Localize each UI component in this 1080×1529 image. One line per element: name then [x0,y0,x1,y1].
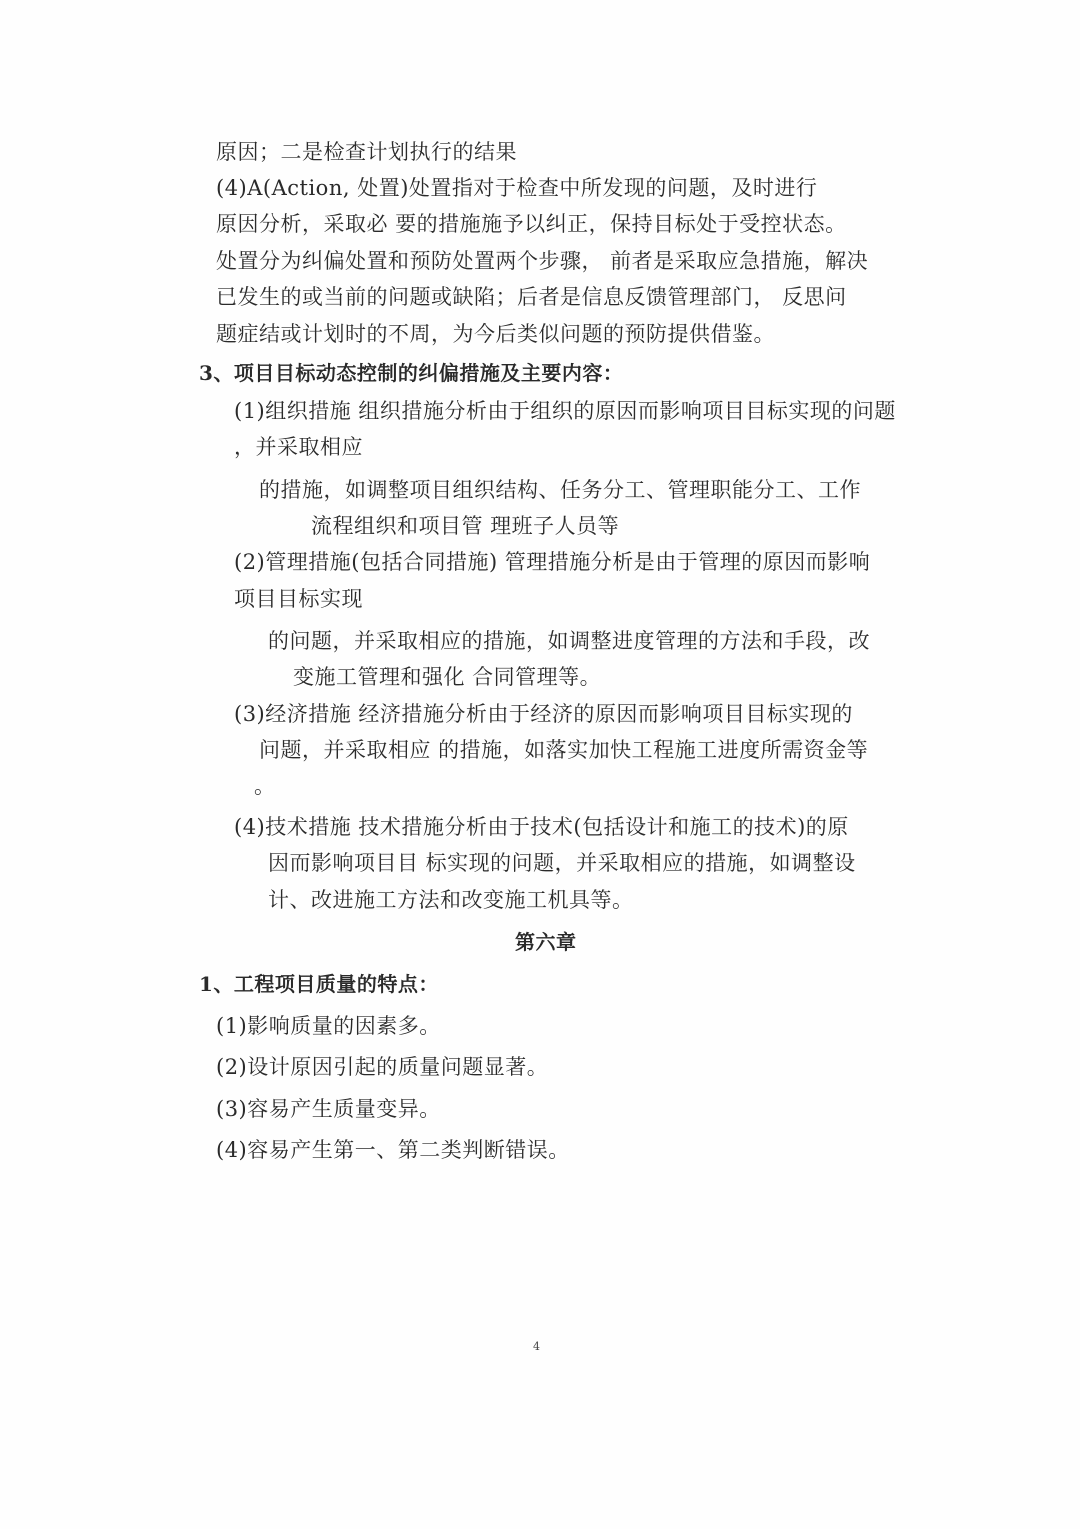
text-line: 。 [254,774,276,798]
text-line: 流程组织和项目管 理班子人员等 [311,514,620,538]
text-line: 处置分为纠偏处置和预防处置两个步骤， 前者是采取应急措施，解决 [216,249,869,273]
section-heading: 3、项目目标动态控制的纠偏措施及主要内容： [199,361,624,385]
text-line: (4)技术措施 技术措施分析由于技术(包括设计和施工的技术)的原 [234,815,849,839]
text-line: 变施工管理和强化 合同管理等。 [293,665,602,689]
text-line: (1)组织措施 组织措施分析由于组织的原因而影响项目目标实现的问题 [234,399,896,423]
text-line: (3)经济措施 经济措施分析由于经济的原因而影响项目目标实现的 [234,702,853,726]
page-number: 4 [533,1340,540,1353]
text-line: 计、改进施工方法和改变施工机具等。 [268,888,634,912]
text-line: (2)管理措施(包括合同措施) 管理措施分析是由于管理的原因而影响 [234,550,871,574]
section-heading: 1、工程项目质量的特点： [199,972,439,996]
list-item: (4)容易产生第一、第二类判断错误。 [216,1138,570,1162]
text-line: 的措施，如调整项目组织结构、任务分工、管理职能分工、工作 [259,478,861,502]
list-item: (1)影响质量的因素多。 [216,1014,441,1038]
text-line: 项目目标实现 [234,587,363,611]
text-line: 因而影响项目目 标实现的问题，并采取相应的措施，如调整设 [268,851,856,875]
chapter-title: 第六章 [515,930,577,954]
text-line: 问题，并采取相应 的措施，如落实加快工程施工进度所需资金等 [259,738,869,762]
text-line: (4)A(Action, 处置)处置指对于检查中所发现的问题，及时进行 [216,176,818,200]
text-line: 的问题，并采取相应的措施，如调整进度管理的方法和手段，改 [268,629,870,653]
text-line: 原因；二是检查计划执行的结果 [216,140,517,164]
text-line: ，并采取相应 [234,435,363,459]
text-line: 原因分析，采取必 要的措施施予以纠正，保持目标处于受控状态。 [216,212,847,236]
text-line: 已发生的或当前的问题或缺陷；后者是信息反馈管理部门， 反思问 [216,285,847,309]
text-line: 题症结或计划时的不周，为今后类似问题的预防提供借鉴。 [216,322,775,346]
list-item: (3)容易产生质量变异。 [216,1097,441,1121]
list-item: (2)设计原因引起的质量问题显著。 [216,1055,549,1079]
